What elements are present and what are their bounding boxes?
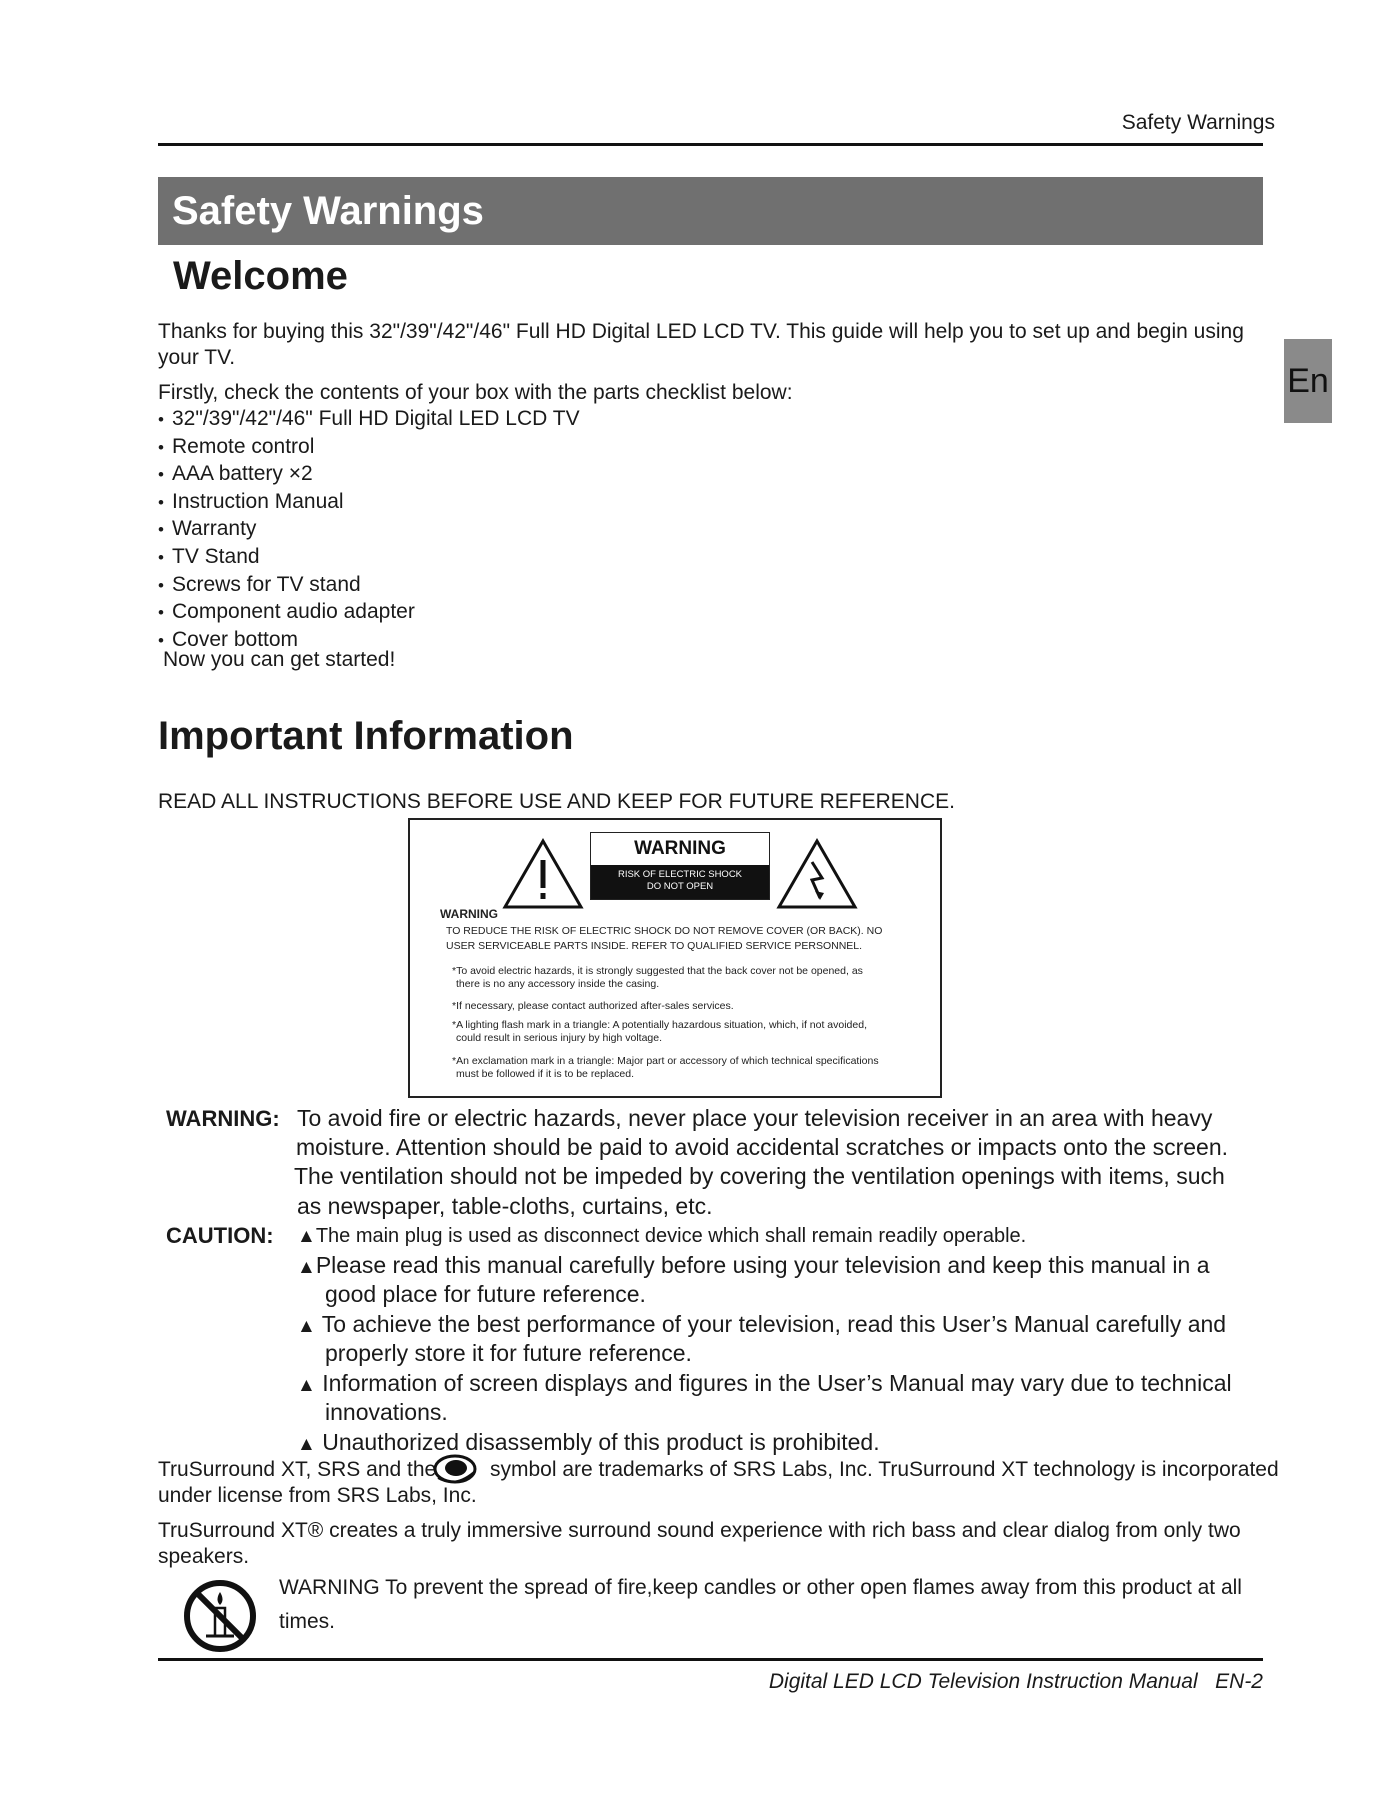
checklist-item: • AAA battery ×2 (158, 461, 580, 489)
srs-paragraph: TruSurround XT® creates a truly immersive surround sound experience with rich bass and clear dialog from only two (158, 1519, 1241, 1542)
srs-paragraph: speakers. (158, 1545, 250, 1568)
caution-item-text: Information of screen displays and figures in the User’s Manual may vary due to technical (322, 1370, 1232, 1396)
intro-line-2: your TV. (158, 346, 236, 369)
page-footer (769, 1670, 1263, 1694)
warning-text-line: The ventilation should not be impeded by covering the ventilation openings with items, such (294, 1163, 1225, 1189)
warning-box-note: *If necessary, please contact authorized after-sales services. (452, 1000, 734, 1012)
warning-title: WARNING (634, 838, 726, 859)
srs-logo-icon (432, 1452, 478, 1486)
footer-rule (158, 1658, 1263, 1661)
caution-item (297, 1369, 1232, 1400)
caution-item-text: Please read this manual carefully before using your television and keep this manual in a (315, 1252, 1210, 1278)
warning-label: WARNING: (166, 1106, 280, 1131)
warning-subtitle-line: RISK OF ELECTRIC SHOCK (617, 869, 743, 880)
header-rule (158, 143, 1263, 146)
caution-item (297, 1251, 1210, 1282)
checklist-item: • Component audio adapter (158, 599, 580, 627)
checklist-item: • Instruction Manual (158, 489, 580, 517)
caution-item-text: The main plug is used as disconnect device which shall remain readily operable. (315, 1225, 1027, 1247)
caution-item (297, 1310, 1226, 1341)
warning-box-body: TO REDUCE THE RISK OF ELECTRIC SHOCK DO NOT REMOVE COVER (OR BACK). NO (446, 925, 883, 937)
warning-box-note: there is no any accessory inside the casing. (456, 978, 660, 990)
checklist-item: • Warranty (158, 516, 580, 544)
triangle-bullet-icon: ▲ (297, 1375, 316, 1396)
caution-item-text: Unauthorized disassembly of this product is prohibited. (322, 1429, 880, 1455)
warning-subtitle-line: DO NOT OPEN (646, 881, 714, 892)
checklist-item: • Remote control (158, 434, 580, 462)
read-all-notice: READ ALL INSTRUCTIONS BEFORE USE AND KEEP FOR FUTURE REFERENCE. (158, 790, 955, 813)
no-open-flame-icon (182, 1578, 258, 1654)
warning-label-box (408, 818, 942, 1098)
exclamation-triangle-icon (502, 838, 584, 910)
warning-box-note: *An exclamation mark in a triangle: Major part or accessory of which technical specifications (452, 1055, 879, 1067)
caution-label: CAUTION: (166, 1223, 274, 1248)
caution-item-continuation: good place for future reference. (325, 1281, 646, 1307)
warning-box-body: USER SERVICEABLE PARTS INSIDE. REFER TO QUALIFIED SERVICE PERSONNEL. (446, 940, 863, 952)
checklist-item: • Screws for TV stand (158, 572, 580, 600)
triangle-bullet-icon: ▲ (297, 1257, 316, 1278)
running-header: Safety Warnings (1121, 111, 1275, 134)
manual-title: Digital LED LCD Television Instruction Manual (768, 1670, 1198, 1693)
triangle-bullet-icon: ▲ (297, 1226, 316, 1247)
banner-title: Safety Warnings (172, 189, 484, 233)
important-heading: Important Information (158, 714, 574, 758)
caution-item (297, 1225, 1026, 1248)
lightning-triangle-icon (776, 838, 858, 910)
intro-line-1: Thanks for buying this 32"/39"/42"/46" Full HD Digital LED LCD TV. This guide will help you to set up and begin using (158, 320, 1244, 343)
srs-line: under license from SRS Labs, Inc. (158, 1484, 477, 1507)
warning-box-note: must be followed if it is to be replaced. (456, 1068, 635, 1080)
warning-box-note: *To avoid electric hazards, it is strongly suggested that the back cover not be opened, as (452, 965, 863, 977)
warning-box-note: *A lighting flash mark in a triangle: A potentially hazardous situation, which, if not avoided, (452, 1019, 867, 1031)
warning-text-line: To avoid fire or electric hazards, never place your television receiver in an area with heavy (297, 1105, 1213, 1131)
get-started-text: Now you can get started! (163, 648, 396, 671)
checklist-item: • TV Stand (158, 544, 580, 572)
checklist-intro: Firstly, check the contents of your box with the parts checklist below: (158, 381, 793, 404)
caution-item-continuation: properly store it for future reference. (325, 1340, 692, 1366)
language-tab: En (1284, 339, 1332, 423)
warning-text-line: moisture. Attention should be paid to avoid accidental scratches or impacts onto the screen. (296, 1134, 1229, 1160)
caution-item-continuation: innovations. (325, 1399, 448, 1425)
section-banner (158, 177, 1263, 245)
caution-item-text: To achieve the best performance of your television, read this User’s Manual carefully and (321, 1311, 1227, 1337)
checklist-item: • Cover bottom (158, 627, 580, 655)
triangle-bullet-icon: ▲ (297, 1434, 316, 1455)
warning-title-box (590, 832, 770, 900)
srs-line: symbol are trademarks of SRS Labs, Inc. TruSurround XT technology is incorporated (490, 1458, 1279, 1481)
caution-item (297, 1428, 880, 1459)
warning-text-line: as newspaper, table-cloths, curtains, etc. (297, 1193, 713, 1219)
warning-subtitle (591, 865, 769, 899)
candle-warning-line: times. (279, 1610, 336, 1633)
welcome-heading: Welcome (173, 254, 348, 298)
srs-line: TruSurround XT, SRS and the (158, 1458, 437, 1481)
candle-warning-line: WARNING To prevent the spread of fire,keep candles or other open flames away from this product at all (279, 1576, 1242, 1599)
warning-box-heading: WARNING (440, 907, 498, 921)
triangle-bullet-icon: ▲ (297, 1316, 316, 1337)
page-number: EN-2 (1215, 1670, 1263, 1693)
parts-checklist (158, 406, 580, 654)
checklist-item: • 32"/39"/42"/46" Full HD Digital LED LCD TV (158, 406, 580, 434)
warning-box-note: could result in serious injury by high voltage. (456, 1032, 663, 1044)
